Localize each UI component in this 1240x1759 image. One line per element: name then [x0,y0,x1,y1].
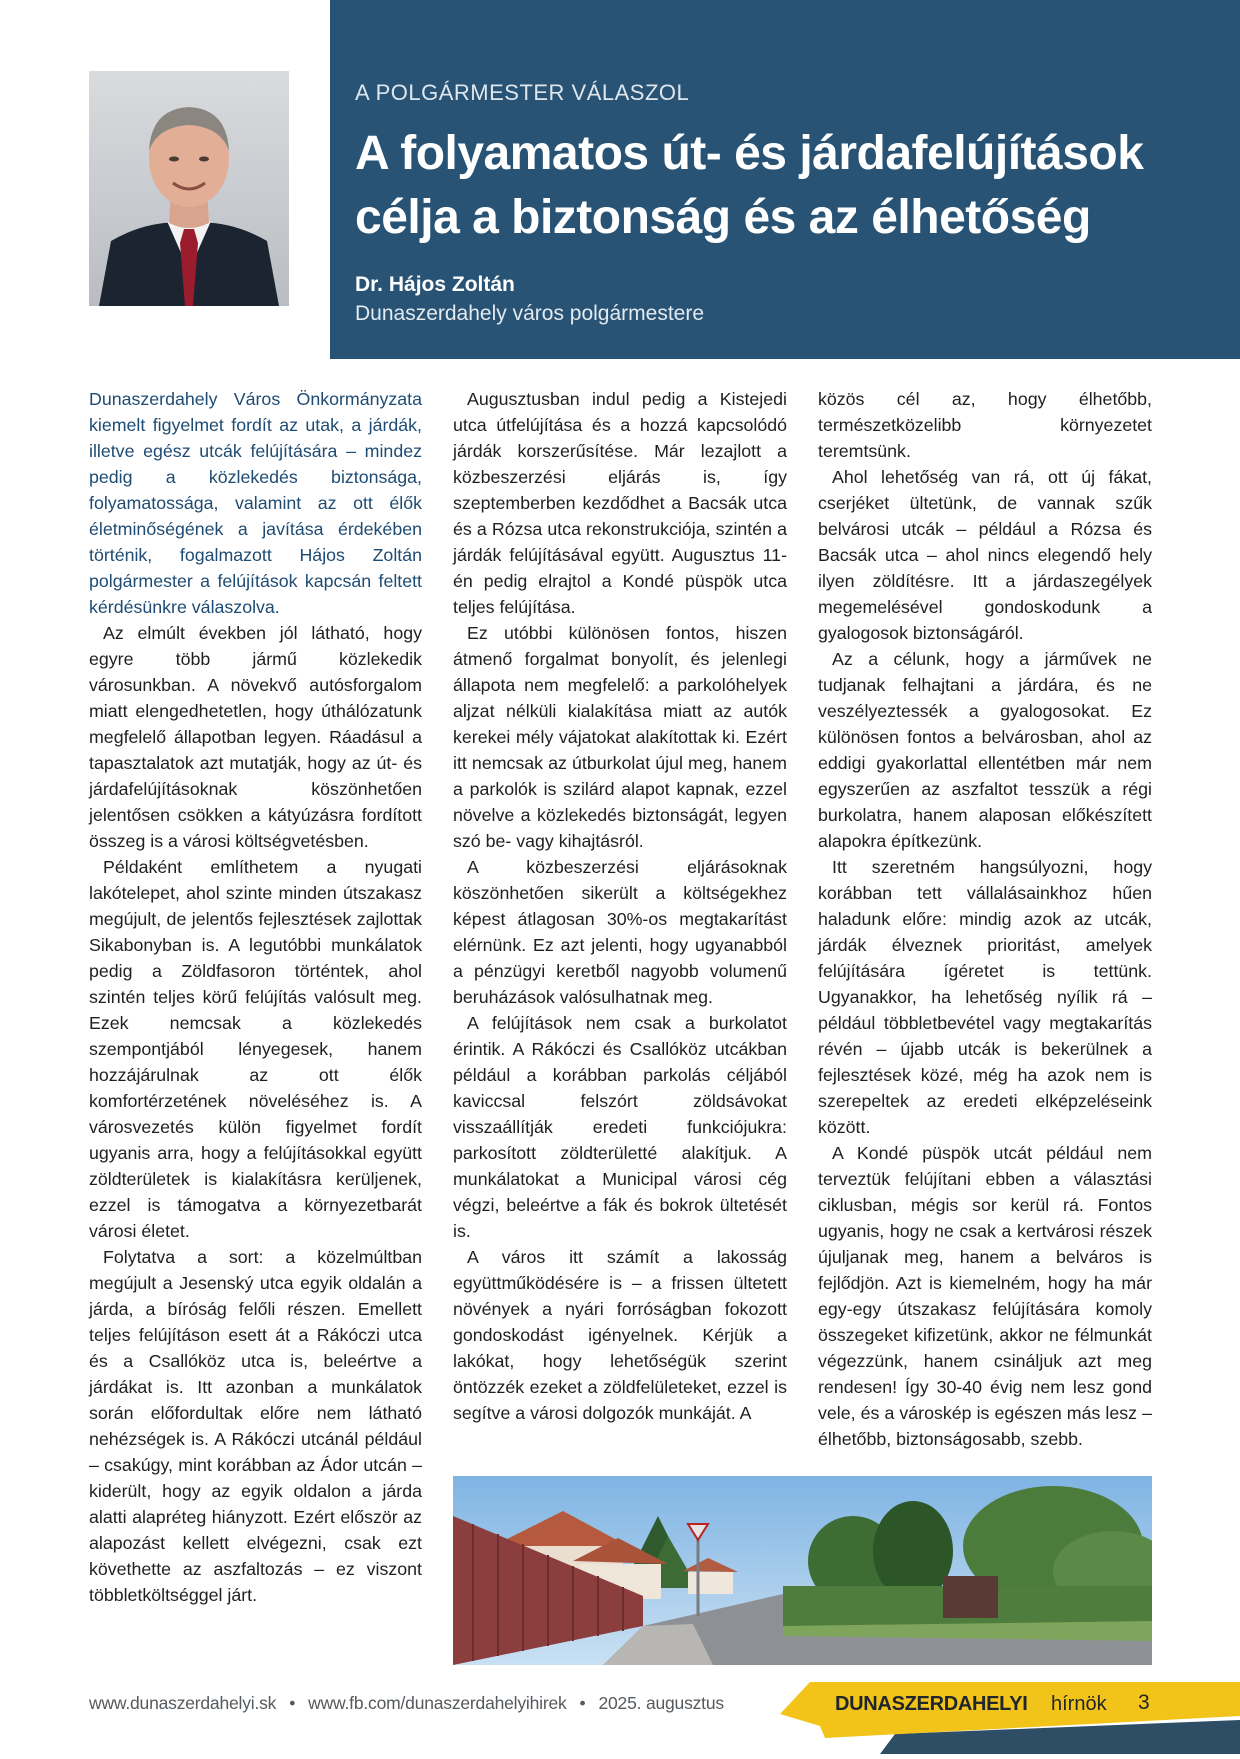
brand-subtitle: hírnök [1051,1693,1107,1715]
website-link[interactable]: www.dunaszerdahelyi.sk [89,1693,277,1713]
article-column-1 [89,386,422,1608]
issue-date: 2025. augusztus [598,1693,724,1713]
article-paragraph: A Kondé püspök utcát például nem terveztük felújítani ebben a választási ciklusban, mégis sor kerül rá. Fontos ugyanis, hogy ne csak a kertvárosi részek újuljanak meg, hanem a belváros is fejlődjön. Azt is kiemelném, hogy ha már egy-egy útszakasz felújítására komoly összegeket kifizetünk, akkor ne félmunkát végezzünk, hanem csináljuk azt meg rendesen! Így 30-40 évig nem lesz gond vele, és a városkép is egészen más lesz – élhetőbb, biztonságosabb, szebb. [818,1143,1152,1449]
author-portrait [89,71,289,306]
article-paragraph: Ez utóbbi különösen fontos, hiszen átmenő forgalmat bonyolít, és jelenlegi állapota nem megfelelő: a parkolóhelyek aljzat nélküli kialakítása miatt az autók kerekei mély vájatokat alakítottak ki. Ezért itt nemcsak az útburkolat újul meg, hanem a parkolók is szilárd alapot kapnak, ezzel növelve a közlekedés biztonságát, legyen szó be- vagy kihajtásról. [453,623,787,851]
brand-logo-text: DUNASZERDAHELYI [835,1693,1028,1715]
section-kicker: A POLGÁRMESTER VÁLASZOL [355,80,690,105]
article-paragraph: Folytatva a sort: a közelmúltban megújult a Jesenský utca egyik oldalán a járda, a bíróság felőli részen. Emellett teljes felújításon esett át a Rákóczi utca és a Csallóköz utca is, beleértve a járdákat is. Itt azonban a munkálatok során előfordultak előre nem látható nehézségek is. A Rákóczi utcánál például – csakúgy, mint korábban az Ádor utcán – kiderült, hogy az egyik oldalon a járda alatti alapréteg hiányzott. Ezért először az alapozást kellett elvégezni, csak ezt követhette az aszfaltozás – ez viszont többletköltséggel járt. [89,1247,422,1605]
article-paragraph: Példaként említhetem a nyugati lakótelepet, ahol szinte minden útszakasz megújult, de jelentős fejlesztések zajlottak Sikabonyban is. A legutóbbi munkálatok pedig a Zöldfasoron történtek, ahol szintén teljes körű felújítás valósult meg. Ezek nemcsak a közlekedés szempontjából lényegesek, hanem hozzájárulnak az ott élők komfortérzetének növeléséhez is. A városvezetés külön figyelmet fordít ugyanis arra, hogy a felújításokkal együtt zöldterületek is kialakításra kerüljenek, ezzel is támogatva a környezetbarát városi életet. [89,857,422,1241]
article-paragraph: Itt szeretném hangsúlyozni, hogy korábban tett vállalásainkhoz hűen haladunk előre: mindig azok az utcák, járdák élveznek prioritást, amelyek felújítására ígéretet is tettünk. Ugyanakkor, ha lehetőség nyílik rá – például többletbevétel vagy megtakarítás révén – újabb utcák is bekerülnek a fejlesztések közé, még ha azok nem is szerepeltek az eredeti elképzeléseink között. [818,857,1152,1137]
article-paragraph: A város itt számít a lakosság együttműködésére is – a frissen ültetett növények a nyári forróságban fokozott gondoskodást igényelnek. Kérjük a lakókat, hogy lehetőségük szerint öntözzék ezeket a zöldfelületeket, ezzel is segítve a városi dolgozók munkáját. A [453,1247,787,1423]
article-paragraph: Az a célunk, hogy a járművek ne tudjanak felhajtani a járdára, és ne veszélyeztessék a gyalogosokat. Ez különösen fontos a belvárosban, ahol az eddigi gyakorlattal ellentétben már nem egyszerűen az aszfaltot tesszük a régi burkolatra, hanem alaposan előkészített alapokra építkezünk. [818,649,1152,851]
street-photo [453,1476,1152,1665]
article-paragraph: A közbeszerzési eljárásoknak köszönhetően sikerült a költségekhez képest átlagosan 30%-os megtakarítást elérnünk. Ez azt jelenti, hogy ugyanabból a pénzügyi keretből nagyobb volumenű beruházások valósulhatnak meg. [453,857,787,1007]
article-paragraph: közös cél az, hogy élhetőbb, természetközelibb környezetet teremtsünk. [818,389,1152,461]
article-column-3 [818,386,1152,1452]
footer-separator: • [579,1693,586,1713]
author-name: Dr. Hájos Zoltán [355,273,515,296]
article-lead: Dunaszerdahely Város Önkormányzata kiemelt figyelmet fordít az utak, a járdák, illetve egész utcák felújítására – mindez pedig a közlekedés biztonsága, folyamatossága, valamint az ott élők életminőségének a javítása érdekében történik, fogalmazott Hájos Zoltán polgármester a felújítások kapcsán feltett kérdésünkre válaszolva. [89,389,422,617]
footer-links [89,1693,724,1714]
brand-banner [780,1680,1240,1754]
article-paragraph: Augusztusban indul pedig a Kistejedi utca útfelújítása és a hozzá kapcsolódó járdák korszerűsítése. Már lezajlott a közbeszerzési eljárás is, így szeptemberben kezdődhet a Bacsák utca és a Rózsa utca rekonstrukciója, szintén a járdák felújításával együtt. Augusztus 11-én pedig elrajtol a Kondé püspök utca teljes felújítása. [453,389,787,617]
article-title: A folyamatos út- és járdafelújítások célja a biztonság és az élhetőség [355,127,1144,244]
article-paragraph: Az elmúlt években jól látható, hogy egyre több jármű közlekedik városunkban. A növekvő autósforgalom miatt elengedhetetlen, hogy úthálózatunk megfelelő állapotban legyen. Ráadásul a tapasztalatok azt mutatják, hogy az út- és járdafelújításoknak köszönhetően jelentősen csökken a kátyúzásra fordított összeg is a városi költségvetésben. [89,623,422,851]
facebook-link[interactable]: www.fb.com/dunaszerdahelyihirek [308,1693,567,1713]
article-column-2 [453,386,787,1426]
page-number: 3 [1138,1691,1150,1714]
article-paragraph: Ahol lehetőség van rá, ott új fákat, cserjéket ültetünk, de vannak szűk belvárosi utcák – például a Rózsa és Bacsák utca – ahol nincs elegendő hely ilyen zöldítésre. Itt a járdaszegélyek megemelésével gondoskodunk a gyalogosok biztonságáról. [818,467,1152,643]
footer-separator: • [289,1693,296,1713]
article-paragraph: A felújítások nem csak a burkolatot érintik. A Rákóczi és Csallóköz utcákban például a korábban parkolás céljából kaviccsal felszórt zöldsávokat visszaállítják eredeti funkciójukra: parkosított zöldterületté alakítjuk. A munkálatokat a Municipal városi cég végzi, beleértve a fák és bokrok ültetését is. [453,1013,787,1241]
author-role: Dunaszerdahely város polgármestere [355,302,705,325]
